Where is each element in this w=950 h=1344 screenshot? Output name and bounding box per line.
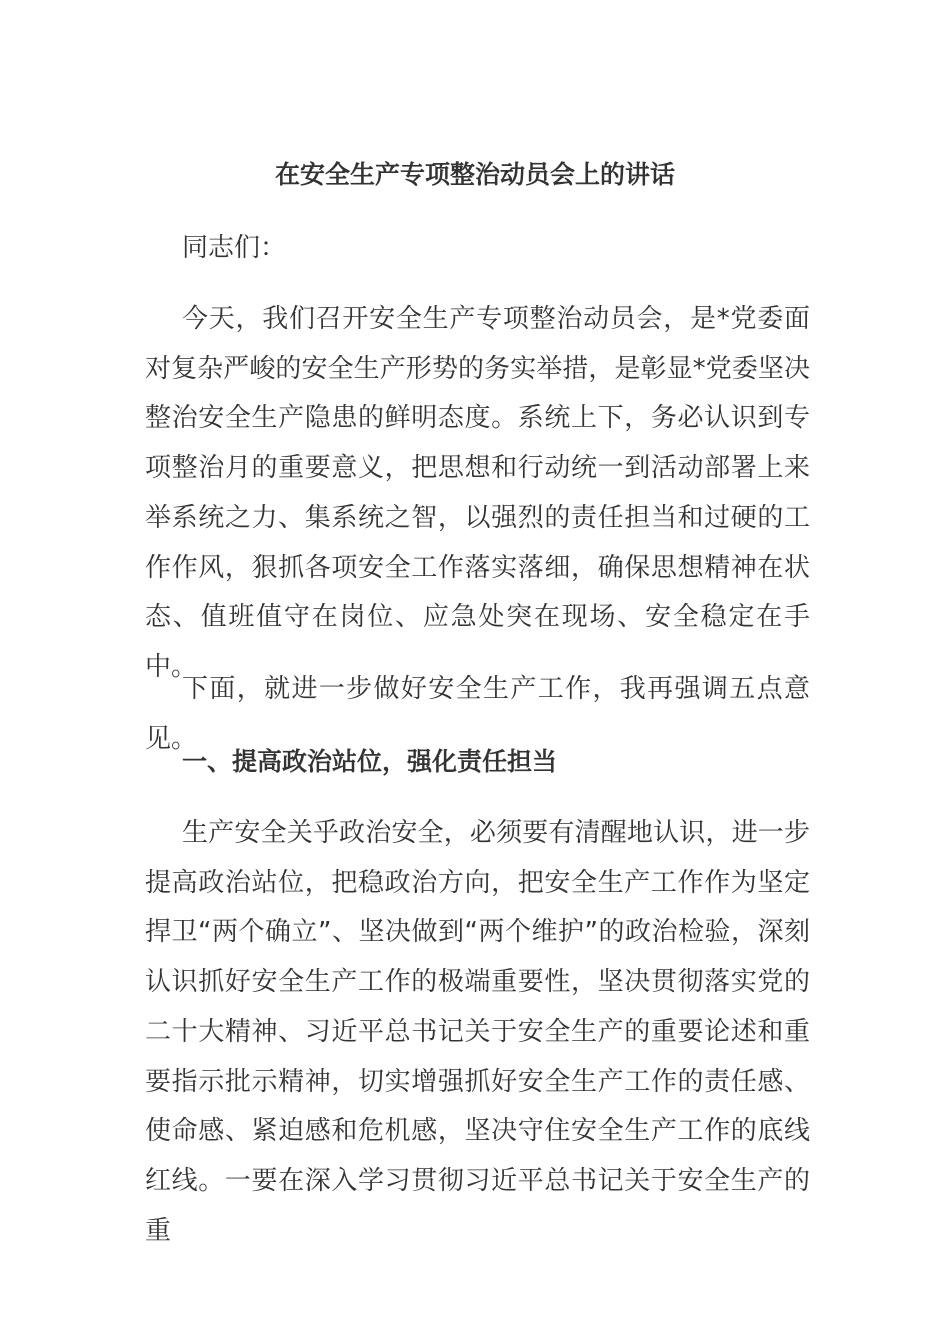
intro-paragraph: 今天，我们召开安全生产专项整治动员会，是*党委面对复杂严峻的安全生产形势的务实举措，是彰显*党委坚决整治安全生产隐患的鲜明态度。系统上下，务必认识到专项整治月的重要意义，把思想和行动统一到活动部署上来举系统之力、集系统之智，以强烈的责任担当和过硬的工作作风，狠抓各项安全工作落实落细，确保思想精神在状态、值班值守在岗位、应急处突在现场、安全稳定在手中。 xyxy=(145,304,810,682)
document-title: 在安全生产专项整治动员会上的讲话 xyxy=(274,160,675,189)
transition-paragraph: 下面，就进一步做好安全生产工作，我再强调五点意见。 xyxy=(145,674,810,754)
greeting-paragraph: 同志们： xyxy=(182,233,287,263)
section-1-heading: 一、提高政治站位，强化责任担当 xyxy=(182,747,558,776)
section-1-body-paragraph: 生产安全关乎政治安全，必须要有清醒地认识，进一步提高政治站位，把稳政治方向，把安全生产工作作为坚定捍卫“两个确立”、坚决做到“两个维护”的政治检验，深刻认识抓好安全生产工作的极端重要性，坚决贯彻落实党的二十大精神、习近平总书记关于安全生产的重要论述和重要指示批示精神，切实增强抓好安全生产工作的责任感、使命感、紧迫感和危机感，坚决守住安全生产工作的底线红线。一要在深入学习贯彻习近平总书记关于安全生产的重 xyxy=(145,818,810,1246)
